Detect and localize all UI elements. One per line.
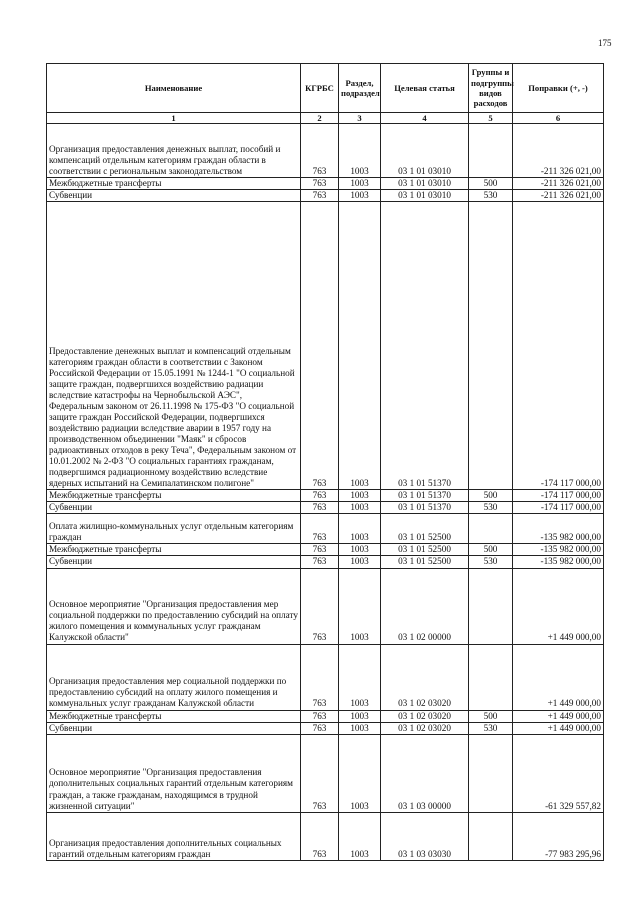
row-kgrbs: 763 bbox=[301, 190, 339, 202]
row-amount: -135 982 000,00 bbox=[513, 544, 604, 556]
row-amount: -61 329 557,82 bbox=[513, 734, 604, 812]
table-body bbox=[47, 124, 604, 860]
table-row bbox=[47, 514, 604, 544]
row-target: 03 1 01 52500 bbox=[381, 514, 469, 544]
row-kgrbs: 763 bbox=[301, 722, 339, 734]
row-target: 03 1 01 03010 bbox=[381, 190, 469, 202]
row-target: 03 1 03 00000 bbox=[381, 734, 469, 812]
column-number: 5 bbox=[469, 113, 513, 124]
row-name: Основное мероприятие "Организация предоставления дополнительных социальных гарантий отдельным категориям граждан, а также гражданам, находящимся в трудной жизненной ситуации" bbox=[47, 734, 301, 812]
row-section: 1003 bbox=[339, 202, 381, 490]
row-group: 530 bbox=[469, 722, 513, 734]
page-number: 175 bbox=[598, 38, 612, 48]
header-groups: Группы и подгруппы видов расходов bbox=[469, 64, 513, 113]
table-row bbox=[47, 722, 604, 734]
row-kgrbs: 763 bbox=[301, 514, 339, 544]
row-name: Субвенции bbox=[47, 722, 301, 734]
row-kgrbs: 763 bbox=[301, 568, 339, 644]
column-number: 4 bbox=[381, 113, 469, 124]
row-target: 03 1 03 03030 bbox=[381, 812, 469, 860]
table-row bbox=[47, 502, 604, 514]
row-group: 500 bbox=[469, 490, 513, 502]
row-amount: +1 449 000,00 bbox=[513, 710, 604, 722]
row-section: 1003 bbox=[339, 644, 381, 710]
row-target: 03 1 01 52500 bbox=[381, 544, 469, 556]
row-target: 03 1 01 52500 bbox=[381, 556, 469, 568]
row-group bbox=[469, 734, 513, 812]
row-kgrbs: 763 bbox=[301, 812, 339, 860]
row-section: 1003 bbox=[339, 190, 381, 202]
row-amount: +1 449 000,00 bbox=[513, 568, 604, 644]
row-kgrbs: 763 bbox=[301, 710, 339, 722]
row-group: 530 bbox=[469, 190, 513, 202]
row-amount: -211 326 021,00 bbox=[513, 124, 604, 178]
row-amount: -174 117 000,00 bbox=[513, 202, 604, 490]
row-name: Основное мероприятие "Организация предоставления мер социальной поддержки по предоставлению субсидий на оплату жилого помещения и коммунальных услуг гражданам Калужской области" bbox=[47, 568, 301, 644]
row-kgrbs: 763 bbox=[301, 644, 339, 710]
table-row bbox=[47, 710, 604, 722]
row-target: 03 1 01 51370 bbox=[381, 202, 469, 490]
row-group bbox=[469, 202, 513, 490]
row-kgrbs: 763 bbox=[301, 490, 339, 502]
header-amendments: Поправки (+, -) bbox=[513, 64, 604, 113]
row-group bbox=[469, 514, 513, 544]
header-kgrbs: КГРБС bbox=[301, 64, 339, 113]
row-amount: -211 326 021,00 bbox=[513, 178, 604, 190]
row-amount: -135 982 000,00 bbox=[513, 556, 604, 568]
row-group: 500 bbox=[469, 544, 513, 556]
row-name: Оплата жилищно-коммунальных услуг отдельным категориям граждан bbox=[47, 514, 301, 544]
row-group bbox=[469, 644, 513, 710]
table-row bbox=[47, 490, 604, 502]
row-amount: -77 983 295,96 bbox=[513, 812, 604, 860]
row-target: 03 1 01 03010 bbox=[381, 124, 469, 178]
row-name: Субвенции bbox=[47, 502, 301, 514]
row-name: Субвенции bbox=[47, 190, 301, 202]
row-target: 03 1 02 00000 bbox=[381, 568, 469, 644]
row-kgrbs: 763 bbox=[301, 544, 339, 556]
row-section: 1003 bbox=[339, 490, 381, 502]
table-row bbox=[47, 124, 604, 178]
header-target: Целевая статья bbox=[381, 64, 469, 113]
row-section: 1003 bbox=[339, 556, 381, 568]
row-amount: -174 117 000,00 bbox=[513, 490, 604, 502]
row-amount: +1 449 000,00 bbox=[513, 644, 604, 710]
row-kgrbs: 763 bbox=[301, 202, 339, 490]
table-row bbox=[47, 644, 604, 710]
row-amount: -211 326 021,00 bbox=[513, 190, 604, 202]
row-name: Межбюджетные трансферты bbox=[47, 544, 301, 556]
table-header-row bbox=[47, 64, 604, 113]
row-name: Организация предоставления денежных выплат, пособий и компенсаций отдельным категориям граждан области в соответствии с региональным законодательством bbox=[47, 124, 301, 178]
row-name: Субвенции bbox=[47, 556, 301, 568]
table-row bbox=[47, 734, 604, 812]
row-amount: +1 449 000,00 bbox=[513, 722, 604, 734]
row-group: 530 bbox=[469, 556, 513, 568]
row-target: 03 1 01 51370 bbox=[381, 490, 469, 502]
table-row bbox=[47, 202, 604, 490]
row-target: 03 1 02 03020 bbox=[381, 722, 469, 734]
column-number: 6 bbox=[513, 113, 604, 124]
row-name: Межбюджетные трансферты bbox=[47, 710, 301, 722]
row-kgrbs: 763 bbox=[301, 556, 339, 568]
row-name: Организация предоставления мер социальной поддержки по предоставлению субсидий на оплату жилого помещения и коммунальных услуг гражданам Калужской области bbox=[47, 644, 301, 710]
row-group bbox=[469, 124, 513, 178]
row-section: 1003 bbox=[339, 178, 381, 190]
row-section: 1003 bbox=[339, 722, 381, 734]
row-amount: -174 117 000,00 bbox=[513, 502, 604, 514]
table-row bbox=[47, 568, 604, 644]
column-number: 1 bbox=[47, 113, 301, 124]
row-target: 03 1 02 03020 bbox=[381, 710, 469, 722]
row-section: 1003 bbox=[339, 710, 381, 722]
row-section: 1003 bbox=[339, 124, 381, 178]
row-kgrbs: 763 bbox=[301, 734, 339, 812]
budget-amendments-table bbox=[46, 63, 604, 861]
row-name: Межбюджетные трансферты bbox=[47, 490, 301, 502]
table-row bbox=[47, 190, 604, 202]
table-row bbox=[47, 178, 604, 190]
row-section: 1003 bbox=[339, 812, 381, 860]
column-number-row bbox=[47, 113, 604, 124]
row-section: 1003 bbox=[339, 544, 381, 556]
row-group: 500 bbox=[469, 710, 513, 722]
row-kgrbs: 763 bbox=[301, 124, 339, 178]
row-section: 1003 bbox=[339, 502, 381, 514]
row-kgrbs: 763 bbox=[301, 178, 339, 190]
column-number: 3 bbox=[339, 113, 381, 124]
table-row bbox=[47, 812, 604, 860]
header-section: Раздел, подраздел bbox=[339, 64, 381, 113]
table-row bbox=[47, 556, 604, 568]
row-target: 03 1 01 03010 bbox=[381, 178, 469, 190]
row-section: 1003 bbox=[339, 734, 381, 812]
table-row bbox=[47, 544, 604, 556]
row-section: 1003 bbox=[339, 568, 381, 644]
row-name: Организация предоставления дополнительных социальных гарантий отдельным категориям граждан bbox=[47, 812, 301, 860]
row-group bbox=[469, 568, 513, 644]
row-kgrbs: 763 bbox=[301, 502, 339, 514]
header-name: Наименование bbox=[47, 64, 301, 113]
column-number: 2 bbox=[301, 113, 339, 124]
row-name: Предоставление денежных выплат и компенсаций отдельным категориям граждан области в соответствии с Законом Российской Федерации от 15.05.1991 № 1244-1 "О социальной защите граждан, подвергшихся воздействию радиации вследствие катастрофы на Чернобыльской АЭС", Федеральным законом от 26.11.1998 № 175-ФЗ "О социальной защите граждан Российской Федерации, подвергшихся воздействию радиации вследствие аварии в 1957 году на производственном объединении "Маяк" и сбросов радиоактивных отходов в реку Теча", Федеральным законом от 10.01.2002 № 2-ФЗ "О социальных гарантиях гражданам, подвергшимся радиационному воздействию вследствие ядерных испытаний на Семипалатинском полигоне" bbox=[47, 202, 301, 490]
row-target: 03 1 02 03020 bbox=[381, 644, 469, 710]
row-target: 03 1 01 51370 bbox=[381, 502, 469, 514]
row-amount: -135 982 000,00 bbox=[513, 514, 604, 544]
row-section: 1003 bbox=[339, 514, 381, 544]
row-group: 500 bbox=[469, 178, 513, 190]
row-group bbox=[469, 812, 513, 860]
row-group: 530 bbox=[469, 502, 513, 514]
row-name: Межбюджетные трансферты bbox=[47, 178, 301, 190]
